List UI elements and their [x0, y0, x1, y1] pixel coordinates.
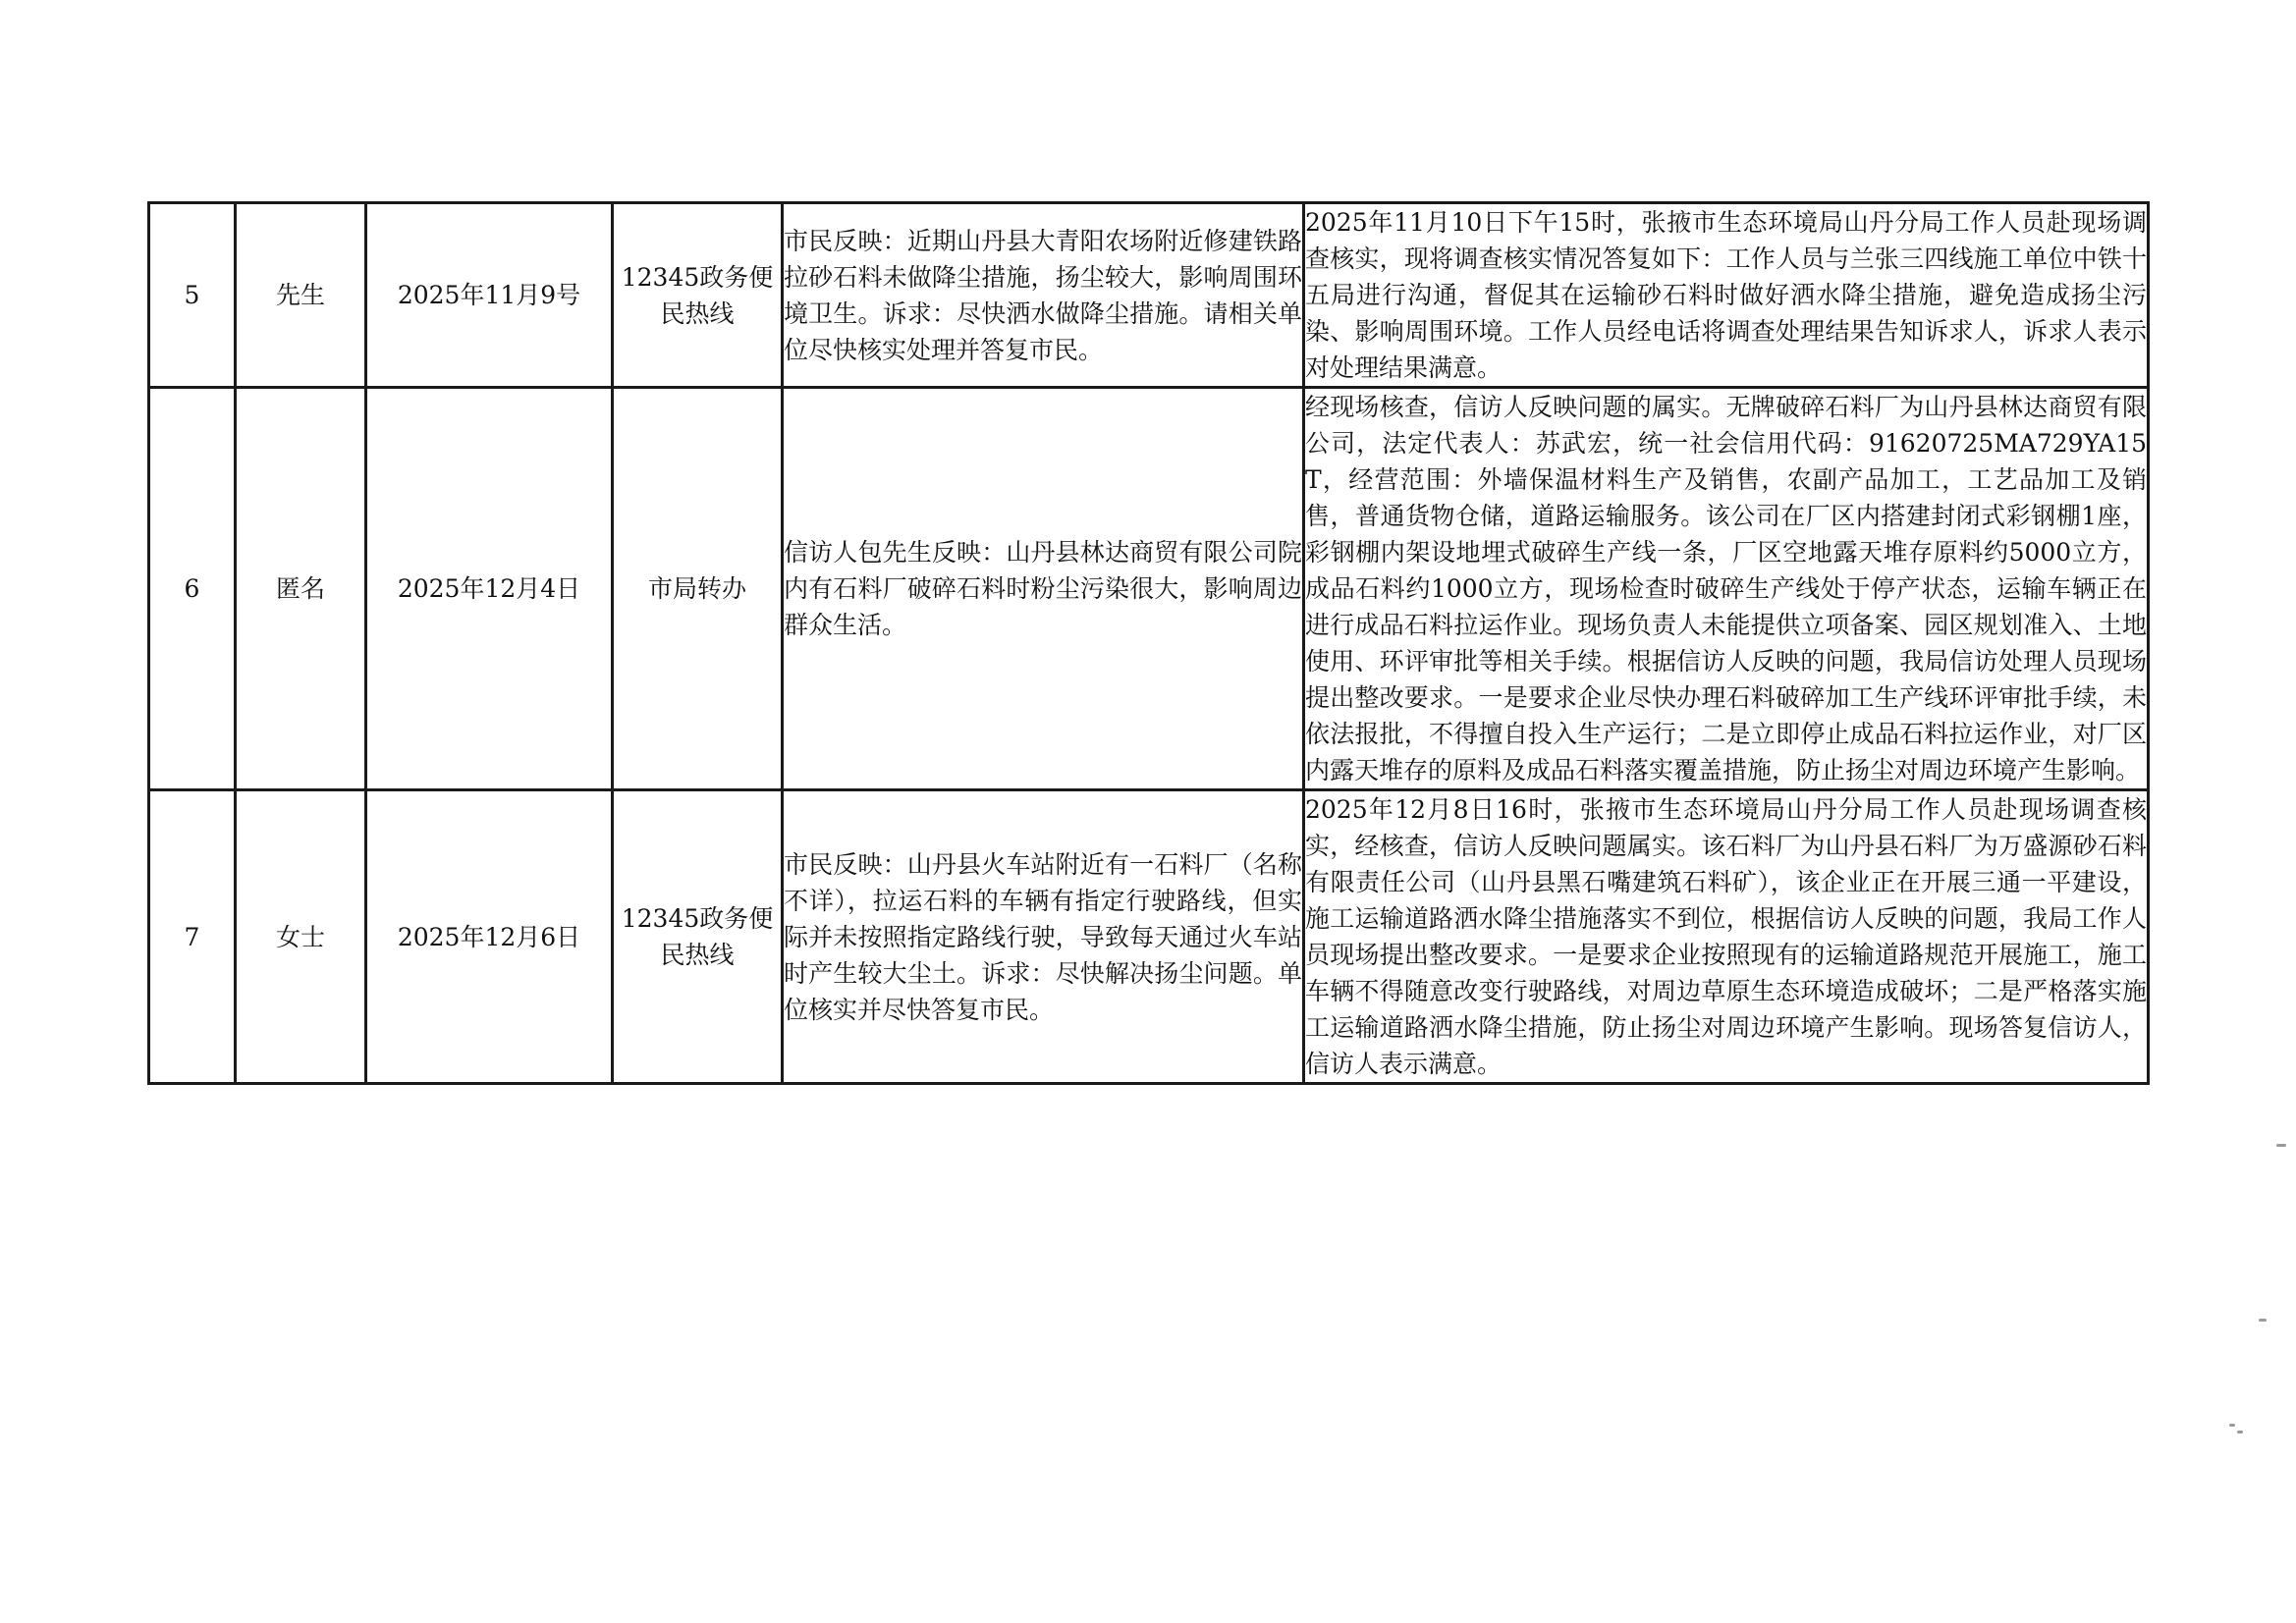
- result-cell: 经现场核查，信访人反映问题的属实。无牌破碎石料厂为山丹县林达商贸有限公司，法定代表人：苏武宏，统一社会信用代码：91620725MA729YA15T，经营范围：外墙保温材料生产及销售，农副产品加工，工艺品加工及销售，普通货物仓储，道路运输服务。该公司在厂区内搭建封闭式彩钢棚1座，彩钢棚内架设地埋式破碎生产线一条，厂区空地露天堆存原料约5000立方，成品石料约1000立方，现场检查时破碎生产线处于停产状态，运输车辆正在进行成品石料拉运作业。现场负责人未能提供立项备案、园区规划准入、土地使用、环评审批等相关手续。根据信访人反映的问题，我局信访处理人员现场提出整改要求。一是要求企业尽快办理石料破碎加工生产线环评审批手续，未依法报批，不得擅自投入生产运行；二是立即停止成品石料拉运作业，对厂区内露天堆存的原料及成品石料落实覆盖措施，防止扬尘对周边环境产生影响。: [1304, 388, 2149, 790]
- source-cell: 12345政务便民热线: [613, 790, 783, 1084]
- scan-speck: [2259, 1319, 2267, 1322]
- issue-cell: 信访人包先生反映：山丹县林达商贸有限公司院内有石料厂破碎石料时粉尘污染很大，影响周边群众生活。: [783, 388, 1304, 790]
- issue-cell: 市民反映：近期山丹县大青阳农场附近修建铁路拉砂石料未做降尘措施，扬尘较大，影响周围环境卫生。诉求：尽快洒水做降尘措施。请相关单位尽快核实处理并答复市民。: [783, 203, 1304, 388]
- result-cell: 2025年11月10日下午15时，张掖市生态环境局山丹分局工作人员赴现场调查核实，现将调查核实情况答复如下：工作人员与兰张三四线施工单位中铁十五局进行沟通，督促其在运输砂石料时做好洒水降尘措施，避免造成扬尘污染、影响周围环境。工作人员经电话将调查处理结果告知诉求人，诉求人表示对处理结果满意。: [1304, 203, 2149, 388]
- date-cell: 2025年12月4日: [366, 388, 613, 790]
- issue-cell: 市民反映：山丹县火车站附近有一石料厂（名称不详），拉运石料的车辆有指定行驶路线，但实际并未按照指定路线行驶，导致每天通过火车站时产生较大尘土。诉求：尽快解决扬尘问题。单位核实并尽快答复市民。: [783, 790, 1304, 1084]
- row-number-cell: 6: [149, 388, 236, 790]
- complainant-cell: 匿名: [236, 388, 366, 790]
- source-cell: 市局转办: [613, 388, 783, 790]
- table-row: [149, 388, 2149, 790]
- row-number-cell: 7: [149, 790, 236, 1084]
- scan-speck: [2229, 1424, 2235, 1427]
- scan-speck: [2237, 1431, 2243, 1434]
- scan-speck: [2276, 1144, 2286, 1147]
- complaint-records-table: [147, 201, 2150, 1085]
- row-number-cell: 5: [149, 203, 236, 388]
- complainant-cell: 先生: [236, 203, 366, 388]
- date-cell: 2025年12月6日: [366, 790, 613, 1084]
- table-row: [149, 203, 2149, 388]
- date-cell: 2025年11月9号: [366, 203, 613, 388]
- complainant-cell: 女士: [236, 790, 366, 1084]
- table-row: [149, 790, 2149, 1084]
- source-cell: 12345政务便民热线: [613, 203, 783, 388]
- result-cell: 2025年12月8日16时，张掖市生态环境局山丹分局工作人员赴现场调查核实，经核查，信访人反映问题属实。该石料厂为山丹县石料厂为万盛源砂石料有限责任公司（山丹县黑石嘴建筑石料矿），该企业正在开展三通一平建设，施工运输道路洒水降尘措施落实不到位，根据信访人反映的问题，我局工作人员现场提出整改要求。一是要求企业按照现有的运输道路规范开展施工，施工车辆不得随意改变行驶路线，对周边草原生态环境造成破坏；二是严格落实施工运输道路洒水降尘措施，防止扬尘对周边环境产生影响。现场答复信访人，信访人表示满意。: [1304, 790, 2149, 1084]
